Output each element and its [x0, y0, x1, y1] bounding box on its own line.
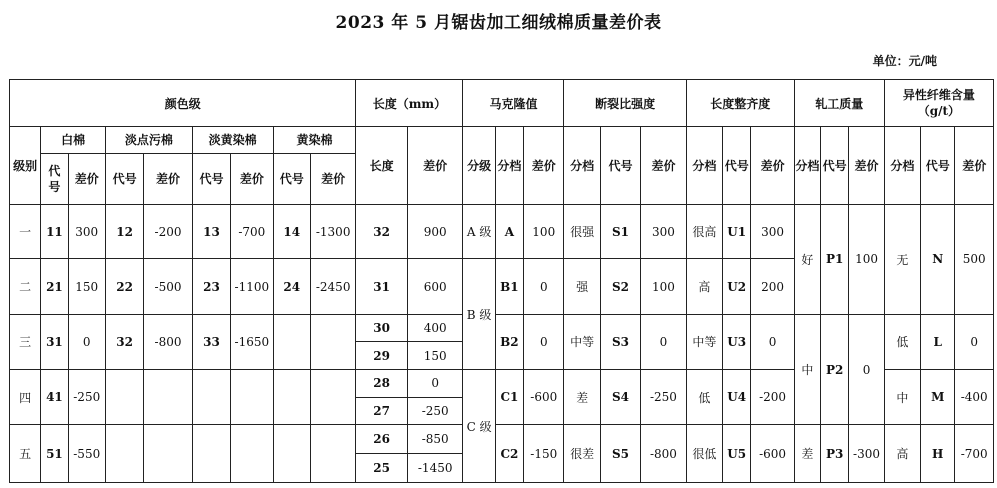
mic-class: B 级	[463, 259, 495, 370]
header-yellow: 黄染棉	[273, 127, 356, 154]
length-value: 29	[356, 342, 408, 370]
header-foreign-fiber	[884, 80, 993, 127]
header-mic-class: 分级	[463, 127, 495, 205]
ls-diff-empty	[144, 370, 192, 425]
ls-diff: -200	[144, 205, 192, 259]
mic-tier: A	[495, 205, 523, 259]
header-y-code: 代号	[273, 153, 310, 204]
white-code: 11	[41, 205, 68, 259]
unit-label: 单位：元/吨	[872, 54, 937, 68]
header-strength: 断裂比强度	[564, 80, 686, 127]
ly-diff: -1650	[231, 314, 273, 369]
header-for-code: 代号	[921, 127, 955, 205]
header-ly-code: 代号	[192, 153, 230, 204]
mic-class: C 级	[463, 370, 495, 483]
y-diff: -1300	[310, 205, 355, 259]
y-code: 14	[273, 205, 310, 259]
white-code: 21	[41, 259, 68, 314]
y-code-empty	[273, 314, 310, 369]
length-diff: -850	[407, 425, 463, 454]
str-diff: 0	[641, 314, 686, 369]
mic-diff: 100	[524, 205, 564, 259]
header-length: 长度（mm）	[356, 80, 463, 127]
for-tier: 中	[884, 370, 920, 425]
length-value: 30	[356, 314, 408, 342]
str-tier: 强	[564, 259, 600, 314]
grade-label: 五	[10, 425, 41, 483]
for-tier: 高	[884, 425, 920, 483]
ly-code: 13	[192, 205, 230, 259]
str-diff: -800	[641, 425, 686, 483]
for-diff: -700	[955, 425, 994, 483]
ls-diff-empty	[144, 425, 192, 483]
y-diff-empty	[310, 425, 355, 483]
uni-code: U3	[723, 314, 751, 369]
header-str-code: 代号	[600, 127, 640, 205]
length-value: 32	[356, 205, 408, 259]
uni-code: U4	[723, 370, 751, 425]
header-mic-diff: 差价	[524, 127, 564, 205]
str-code: S1	[600, 205, 640, 259]
length-diff: -1450	[407, 454, 463, 483]
price-difference-table	[9, 79, 994, 483]
y-code-empty	[273, 370, 310, 425]
ly-code: 33	[192, 314, 230, 369]
ls-code-empty	[105, 370, 143, 425]
y-diff-empty	[310, 370, 355, 425]
ls-code-empty	[105, 425, 143, 483]
header-y-diff: 差价	[310, 153, 355, 204]
mic-tier: B1	[495, 259, 523, 314]
header-white-diff: 差价	[68, 153, 105, 204]
header-foreign-line1: 异性纤维含量	[902, 87, 975, 102]
y-code-empty	[273, 425, 310, 483]
header-for-diff: 差价	[955, 127, 994, 205]
white-diff: 300	[68, 205, 105, 259]
length-diff: 600	[407, 259, 463, 314]
mic-diff: 0	[524, 314, 564, 369]
header-white: 白棉	[41, 127, 106, 154]
gin-code: P2	[821, 314, 849, 425]
white-diff: -250	[68, 370, 105, 425]
for-diff: 0	[955, 314, 994, 369]
gin-diff: 100	[849, 205, 884, 315]
header-uniformity: 长度整齐度	[686, 80, 794, 127]
gin-diff: -300	[849, 425, 884, 483]
length-value: 27	[356, 397, 408, 425]
length-diff: 150	[407, 342, 463, 370]
uni-diff: -200	[751, 370, 794, 425]
str-diff: -250	[641, 370, 686, 425]
gin-diff: 0	[849, 314, 884, 425]
header-uni-tier: 分档	[686, 127, 722, 205]
str-tier: 很差	[564, 425, 600, 483]
header-color-grade: 颜色级	[10, 80, 356, 127]
header-ls-diff: 差价	[144, 153, 192, 204]
mic-diff: -600	[524, 370, 564, 425]
y-diff: -2450	[310, 259, 355, 314]
str-code: S4	[600, 370, 640, 425]
mic-class: A 级	[463, 205, 495, 259]
for-tier: 无	[884, 205, 920, 315]
header-white-code: 代号	[41, 153, 68, 204]
header-grade: 级别	[10, 127, 41, 205]
header-gin-tier: 分档	[794, 127, 820, 205]
gin-tier: 差	[794, 425, 820, 483]
grade-label: 二	[10, 259, 41, 314]
uni-code: U5	[723, 425, 751, 483]
ly-code: 23	[192, 259, 230, 314]
str-code: S3	[600, 314, 640, 369]
white-code: 41	[41, 370, 68, 425]
white-code: 51	[41, 425, 68, 483]
for-diff: -400	[955, 370, 994, 425]
header-ly-diff: 差价	[231, 153, 273, 204]
ls-code: 22	[105, 259, 143, 314]
mic-tier: C1	[495, 370, 523, 425]
uni-code: U2	[723, 259, 751, 314]
grade-label: 三	[10, 314, 41, 369]
uni-tier: 高	[686, 259, 722, 314]
ls-diff: -500	[144, 259, 192, 314]
uni-code: U1	[723, 205, 751, 259]
uni-tier: 中等	[686, 314, 722, 369]
header-ls-code: 代号	[105, 153, 143, 204]
gin-code: P3	[821, 425, 849, 483]
header-ginning: 轧工质量	[794, 80, 884, 127]
header-uni-diff: 差价	[751, 127, 794, 205]
length-diff: 0	[407, 370, 463, 398]
ly-diff: -1100	[231, 259, 273, 314]
ly-code-empty	[192, 425, 230, 483]
ly-diff: -700	[231, 205, 273, 259]
header-mic-tier: 分档	[495, 127, 523, 205]
length-value: 31	[356, 259, 408, 314]
ls-code: 12	[105, 205, 143, 259]
header-str-tier: 分档	[564, 127, 600, 205]
header-gin-diff: 差价	[849, 127, 884, 205]
gin-tier: 好	[794, 205, 820, 315]
length-value: 25	[356, 454, 408, 483]
ls-diff: -800	[144, 314, 192, 369]
ls-code: 32	[105, 314, 143, 369]
grade-label: 一	[10, 205, 41, 259]
uni-diff: 0	[751, 314, 794, 369]
uni-tier: 很低	[686, 425, 722, 483]
length-diff: 900	[407, 205, 463, 259]
length-value: 28	[356, 370, 408, 398]
header-length-diff: 差价	[407, 127, 463, 205]
page-title: 2023 年 5 月锯齿加工细绒棉质量差价表	[335, 13, 662, 33]
header-light-spotted: 淡点污棉	[105, 127, 192, 154]
uni-tier: 低	[686, 370, 722, 425]
length-value: 26	[356, 425, 408, 454]
length-diff: -250	[407, 397, 463, 425]
y-diff-empty	[310, 314, 355, 369]
for-diff: 500	[955, 205, 994, 315]
str-tier: 很强	[564, 205, 600, 259]
ly-code-empty	[192, 370, 230, 425]
header-for-tier: 分档	[884, 127, 920, 205]
mic-diff: 0	[524, 259, 564, 314]
grade-label: 四	[10, 370, 41, 425]
str-diff: 300	[641, 205, 686, 259]
uni-diff: 300	[751, 205, 794, 259]
white-diff: 150	[68, 259, 105, 314]
uni-diff: -600	[751, 425, 794, 483]
white-code: 31	[41, 314, 68, 369]
mic-diff: -150	[524, 425, 564, 483]
header-gin-code: 代号	[821, 127, 849, 205]
str-code: S5	[600, 425, 640, 483]
for-code: M	[921, 370, 955, 425]
white-diff: -550	[68, 425, 105, 483]
str-tier: 差	[564, 370, 600, 425]
header-length-col: 长度	[356, 127, 408, 205]
gin-tier: 中	[794, 314, 820, 425]
ly-diff-empty	[231, 425, 273, 483]
uni-diff: 200	[751, 259, 794, 314]
mic-tier: B2	[495, 314, 523, 369]
for-code: L	[921, 314, 955, 369]
header-foreign-line2: （g/t）	[917, 104, 961, 119]
str-tier: 中等	[564, 314, 600, 369]
for-code: N	[921, 205, 955, 315]
length-diff: 400	[407, 314, 463, 342]
str-diff: 100	[641, 259, 686, 314]
ly-diff-empty	[231, 370, 273, 425]
header-uni-code: 代号	[723, 127, 751, 205]
header-light-yellow: 淡黄染棉	[192, 127, 273, 154]
uni-tier: 很高	[686, 205, 722, 259]
header-str-diff: 差价	[641, 127, 686, 205]
header-micronaire: 马克隆值	[463, 80, 564, 127]
gin-code: P1	[821, 205, 849, 315]
white-diff: 0	[68, 314, 105, 369]
y-code: 24	[273, 259, 310, 314]
mic-tier: C2	[495, 425, 523, 483]
for-code: H	[921, 425, 955, 483]
for-tier: 低	[884, 314, 920, 369]
str-code: S2	[600, 259, 640, 314]
